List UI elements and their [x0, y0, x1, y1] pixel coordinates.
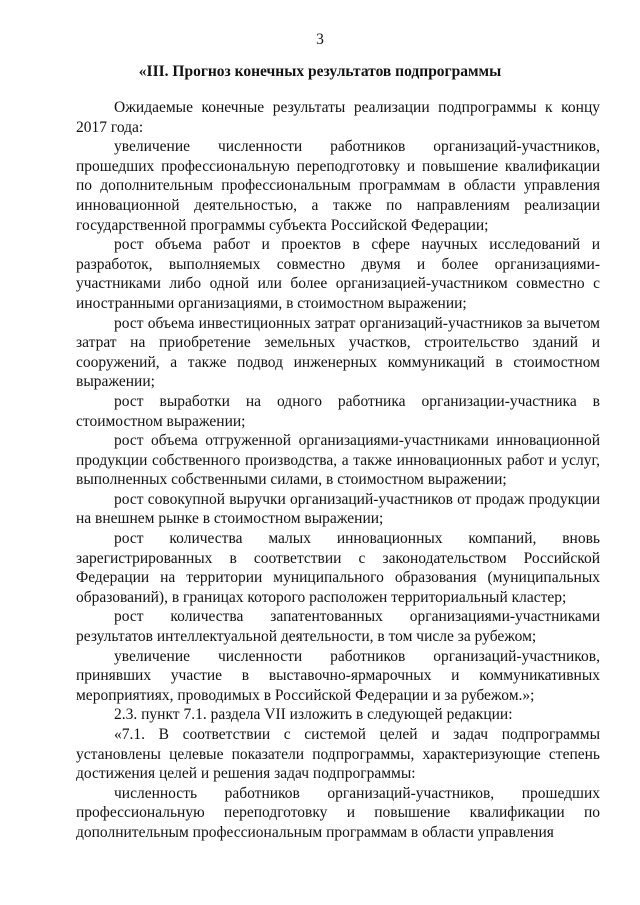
paragraph-item: рост количества запатентованных организациями-участниками результатов интеллектуальной деятельности, в том числе за рубежом;: [76, 608, 600, 646]
paragraph-amendment: 2.3. пункт 7.1. раздела VII изложить в следующей редакции:: [114, 706, 513, 724]
paragraph-item: рост количества малых инновационных компаний, вновь зарегистрированных в соответствии с законодательством Российской Федерации на территории муниципального образования (муниципальных образований), в границах которого расположен территориальный кластер;: [76, 530, 600, 606]
paragraph-clause: «7.1. В соответствии с системой целей и задач подпрограммы установлены целевые показатели подпрограммы, характеризующие степень достижения целей и решения задач подпрограммы:: [76, 726, 600, 783]
paragraph-item: рост объема инвестиционных затрат организаций-участников за вычетом затрат на приобретение земельных участков, строительство зданий и сооружений, а также подвод инженерных коммуникаций в стоимостном выражении;: [76, 314, 600, 391]
section-heading: «III. Прогноз конечных результатов подпрограммы: [138, 63, 502, 80]
page-number: 3: [316, 31, 324, 48]
paragraph-item: рост объема отгруженной организациями-участниками инновационной продукции собственного производства, а также инновационных работ и услуг, выполненных собственными силами, в стоимостном выражении;: [76, 432, 600, 489]
document-body: [76, 98, 600, 843]
paragraph-item: увеличение численности работников организаций-участников, принявших участие в выставочно-ярмарочных и коммуникативных мероприятиях, проводимых в Российской Федерации и за рубежом.»;: [76, 647, 600, 704]
paragraph-item: увеличение численности работников организаций-участников, прошедших профессиональную переподготовку и повышение квалификации по дополнительным профессиональным программам в области управления инновационной деятельностью, а также по направлениям реализации государственной программы субъекта Российской Федерации;: [76, 138, 600, 234]
paragraph-item: рост выработки на одного работника организации-участника в стоимостном выражении;: [76, 392, 600, 430]
paragraph-intro: Ожидаемые конечные результаты реализации подпрограммы к концу 2017 года:: [76, 99, 600, 136]
paragraph-item: рост совокупной выручки организаций-участников от продаж продукции на внешнем рынке в стоимостном выражении;: [76, 490, 600, 528]
paragraph-item: рост объема работ и проектов в сфере научных исследований и разработок, выполняемых совместно двумя и более организациями-участниками либо одной или более организацией-участником совместно с иностранными организациями, в стоимостном выражении;: [76, 236, 600, 312]
paragraph-item: численность работников организаций-участников, прошедших профессиональную переподготовку и повышение квалификации по дополнительным профессиональным программам в области управления: [76, 784, 600, 841]
